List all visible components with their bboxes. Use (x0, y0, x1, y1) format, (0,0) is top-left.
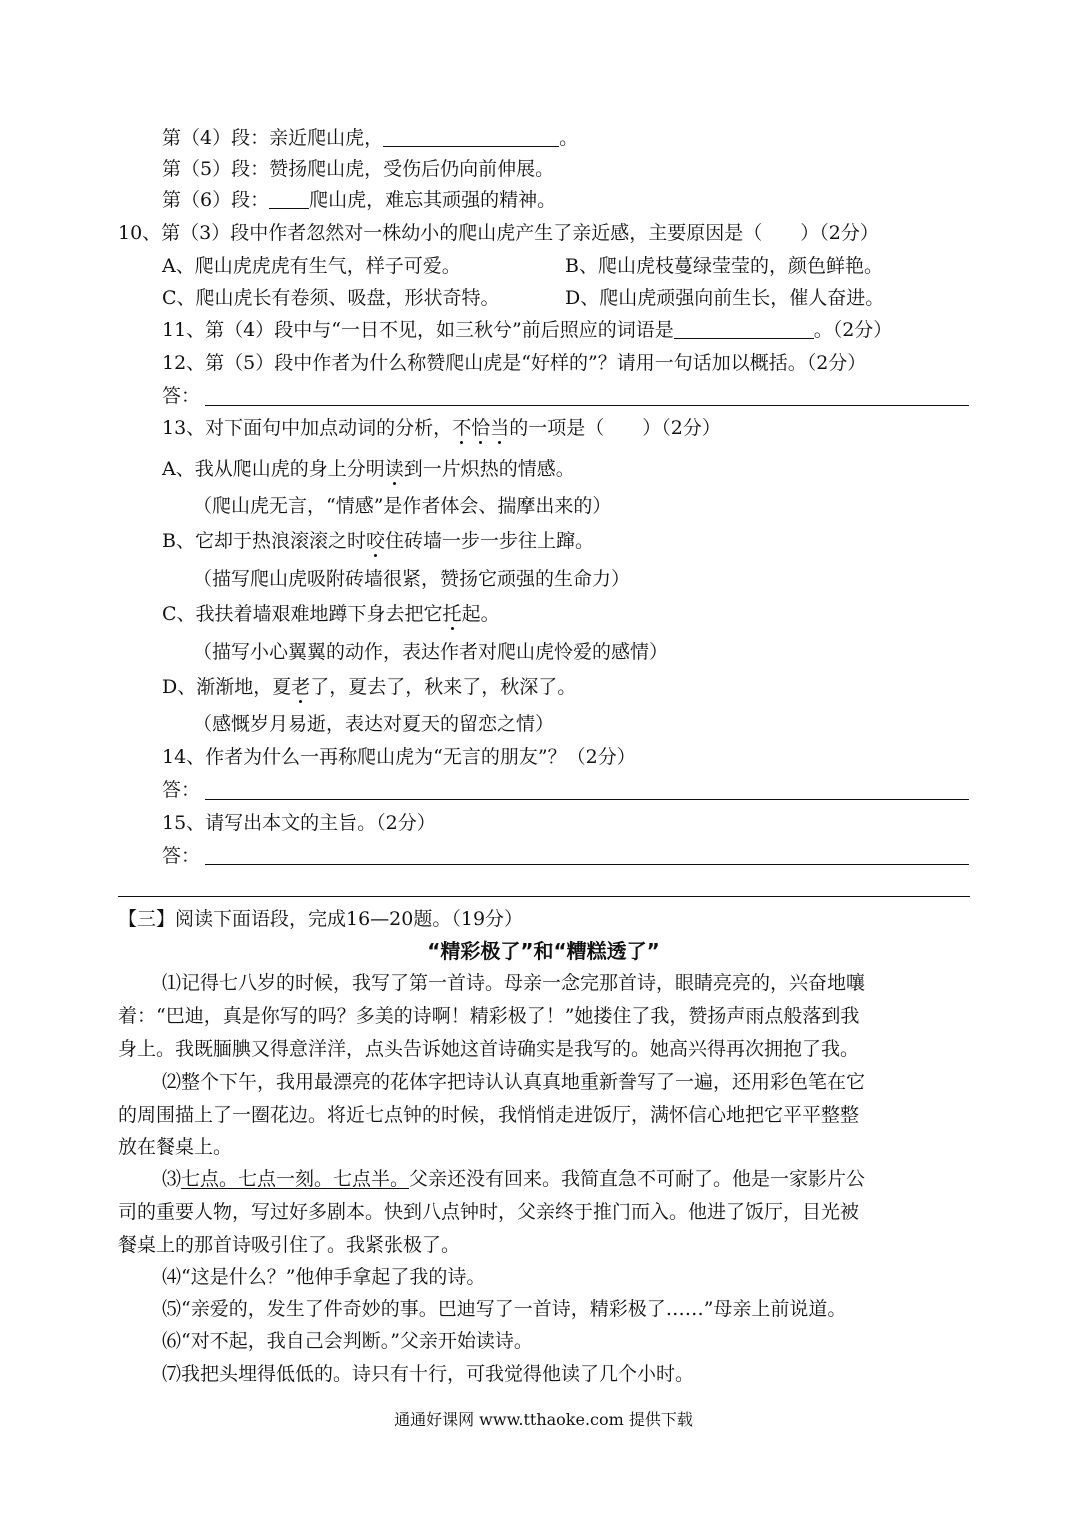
para4-blank[interactable] (383, 126, 559, 147)
q10-stem: 10、第（3）段中作者忽然对一株幼小的爬山虎产生了亲近感，主要原因是（ ）（2分） (118, 222, 879, 244)
passage-line: ⑹“对不起，我自己会判断。”父亲开始读诗。 (162, 1330, 533, 1352)
q13-option-b (162, 528, 594, 554)
q12-answer-label: 答： (162, 385, 201, 407)
q13-d-end: 了，夏去了，秋来了，秋深了。 (310, 676, 577, 698)
q13-option-c-note: （描写小心翼翼的动作，表达作者对爬山虎怜爱的感情） (193, 641, 669, 663)
q13-emphasis: 当 (490, 417, 510, 439)
passage-title: “精彩极了”和“糟糕透了” (427, 939, 660, 963)
q13-option-d-note: （感慨岁月易逝，表达对夏天的留恋之情） (193, 713, 555, 735)
page-footer: 通通好课网 www.tthaoke.com 提供下载 (394, 1410, 693, 1429)
q13-c-end: 起。 (461, 603, 500, 625)
paragraph-number: ⑶ (162, 1168, 182, 1190)
q13-text: 13、对下面句中加点动词的分析， (162, 417, 453, 439)
passage-line: 着：“巴迪，真是你写的吗？多美的诗啊！精彩极了！”她搂住了我，赞扬声雨点般落到我 (118, 1005, 860, 1027)
q10-option-a: A、爬山虎虎虎有生气，样子可爱。 (162, 255, 461, 277)
passage-line: 放在餐桌上。 (118, 1136, 233, 1158)
q15-answer-line[interactable] (205, 864, 969, 865)
q15-stem: 15、请写出本文的主旨。（2分） (162, 812, 436, 834)
q12-answer-line[interactable] (205, 405, 969, 406)
q12-stem: 12、第（5）段中作者为什么称赞爬山虎是“好样的”？请用一句话加以概括。（2分） (162, 352, 867, 374)
q14-answer-line[interactable] (205, 799, 969, 800)
q14-stem: 14、作者为什么一再称爬山虎为“无言的朋友”？（2分） (162, 746, 636, 768)
q15-answer-label: 答： (162, 845, 201, 867)
q13-option-a (162, 456, 575, 482)
q13-a-end: 到一片炽热的情感。 (403, 458, 575, 480)
q13-emphasis: 不 (452, 417, 472, 439)
para6-summary (162, 187, 556, 213)
q10-option-d: D、爬山虎顽强向前生长，催人奋进。 (565, 287, 885, 309)
q13-a-text: A、我从爬山虎的身上分明 (162, 458, 385, 480)
q13-option-d (162, 674, 576, 700)
q13-end: 的一项是（ ）（2分） (509, 417, 721, 439)
para6-blank[interactable] (269, 188, 309, 209)
q11-stem: 11、第（4）段中与“一日不见，如三秋兮”前后照应的词语是 (162, 319, 674, 341)
section3-heading: 【三】阅读下面语段，完成16—20题。（19分） (118, 908, 524, 930)
para6-text: 第（6）段： (162, 189, 270, 211)
q13-option-b-note: （描写爬山虎吸附砖墙很紧，赞扬它顽强的生命力） (193, 568, 631, 590)
dotted-verb: 咬 (365, 530, 385, 552)
passage-line: 的周围描上了一圈花边。将近七点钟的时候，我悄悄走进饭厅，满怀信心地把它平平整整 (118, 1104, 860, 1126)
passage-line: ⑸“亲爱的，发生了件奇妙的事。巴迪写了一首诗，精彩极了……”母亲上前说道。 (162, 1298, 847, 1320)
dotted-verb: 老 (291, 676, 311, 698)
para4-summary (162, 125, 578, 151)
passage-line (162, 1166, 865, 1192)
passage-line: ⑴记得七八岁的时候，我写了第一首诗。母亲一念完那首诗，眼睛亮亮的，兴奋地嚷 (162, 972, 866, 994)
q11 (162, 317, 892, 343)
q11-end: 。（2分） (813, 319, 893, 341)
para5-summary: 第（5）段：赞扬爬山虎，受伤后仍向前伸展。 (162, 158, 555, 180)
passage-line: 餐桌上的那首诗吸引住了。我紧张极了。 (118, 1234, 461, 1256)
q13-c-text: C、我扶着墙艰难地蹲下身去把它 (162, 603, 443, 625)
underlined-text: 七点。七点一刻。七点半。 (181, 1168, 410, 1190)
dotted-verb: 托 (442, 603, 462, 625)
q10-option-b: B、爬山虎枝蔓绿莹莹的，颜色鲜艳。 (565, 255, 883, 277)
q13-emphasis: 恰 (471, 417, 491, 439)
q13-option-a-note: （爬山虎无言，“情感”是作者体会、揣摩出来的） (193, 495, 612, 517)
q13-d-text: D、渐渐地，夏 (162, 676, 292, 698)
q13-stem (162, 415, 721, 441)
q13-b-end: 住砖墙一步一步往上蹿。 (384, 530, 594, 552)
q13-b-text: B、它却于热浪滚滚之时 (162, 530, 366, 552)
passage-line: ⑷“这是什么？”他伸手拿起了我的诗。 (162, 1266, 486, 1288)
passage-line: ⑵整个下午，我用最漂亮的花体字把诗认认真真地重新誊写了一遍，还用彩色笔在它 (162, 1071, 866, 1093)
section-divider (118, 896, 970, 897)
q14-answer-label: 答： (162, 779, 201, 801)
para4-text: 第（4）段：亲近爬山虎， (162, 127, 384, 149)
para6-end: 爬山虎，难忘其顽强的精神。 (309, 189, 557, 211)
passage-line: ⑺我把头埋得低低的。诗只有十行，可我觉得他读了几个小时。 (162, 1363, 695, 1385)
passage-text: 父亲还没有回来。我简直急不可耐了。他是一家影片公 (409, 1168, 866, 1190)
q10-option-c: C、爬山虎长有卷须、吸盘，形状奇特。 (162, 287, 500, 309)
q13-option-c (162, 601, 500, 627)
dotted-verb: 读 (384, 458, 404, 480)
passage-line: 司的重要人物，写过好多剧本。快到八点钟时，父亲终于推门而入。他进了饭厅，目光被 (118, 1201, 860, 1223)
q11-blank[interactable] (674, 318, 814, 339)
passage-line: 身上。我既腼腆又得意洋洋，点头告诉她这首诗确实是我写的。她高兴得再次拥抱了我。 (118, 1038, 860, 1060)
para4-end: 。 (559, 127, 579, 149)
